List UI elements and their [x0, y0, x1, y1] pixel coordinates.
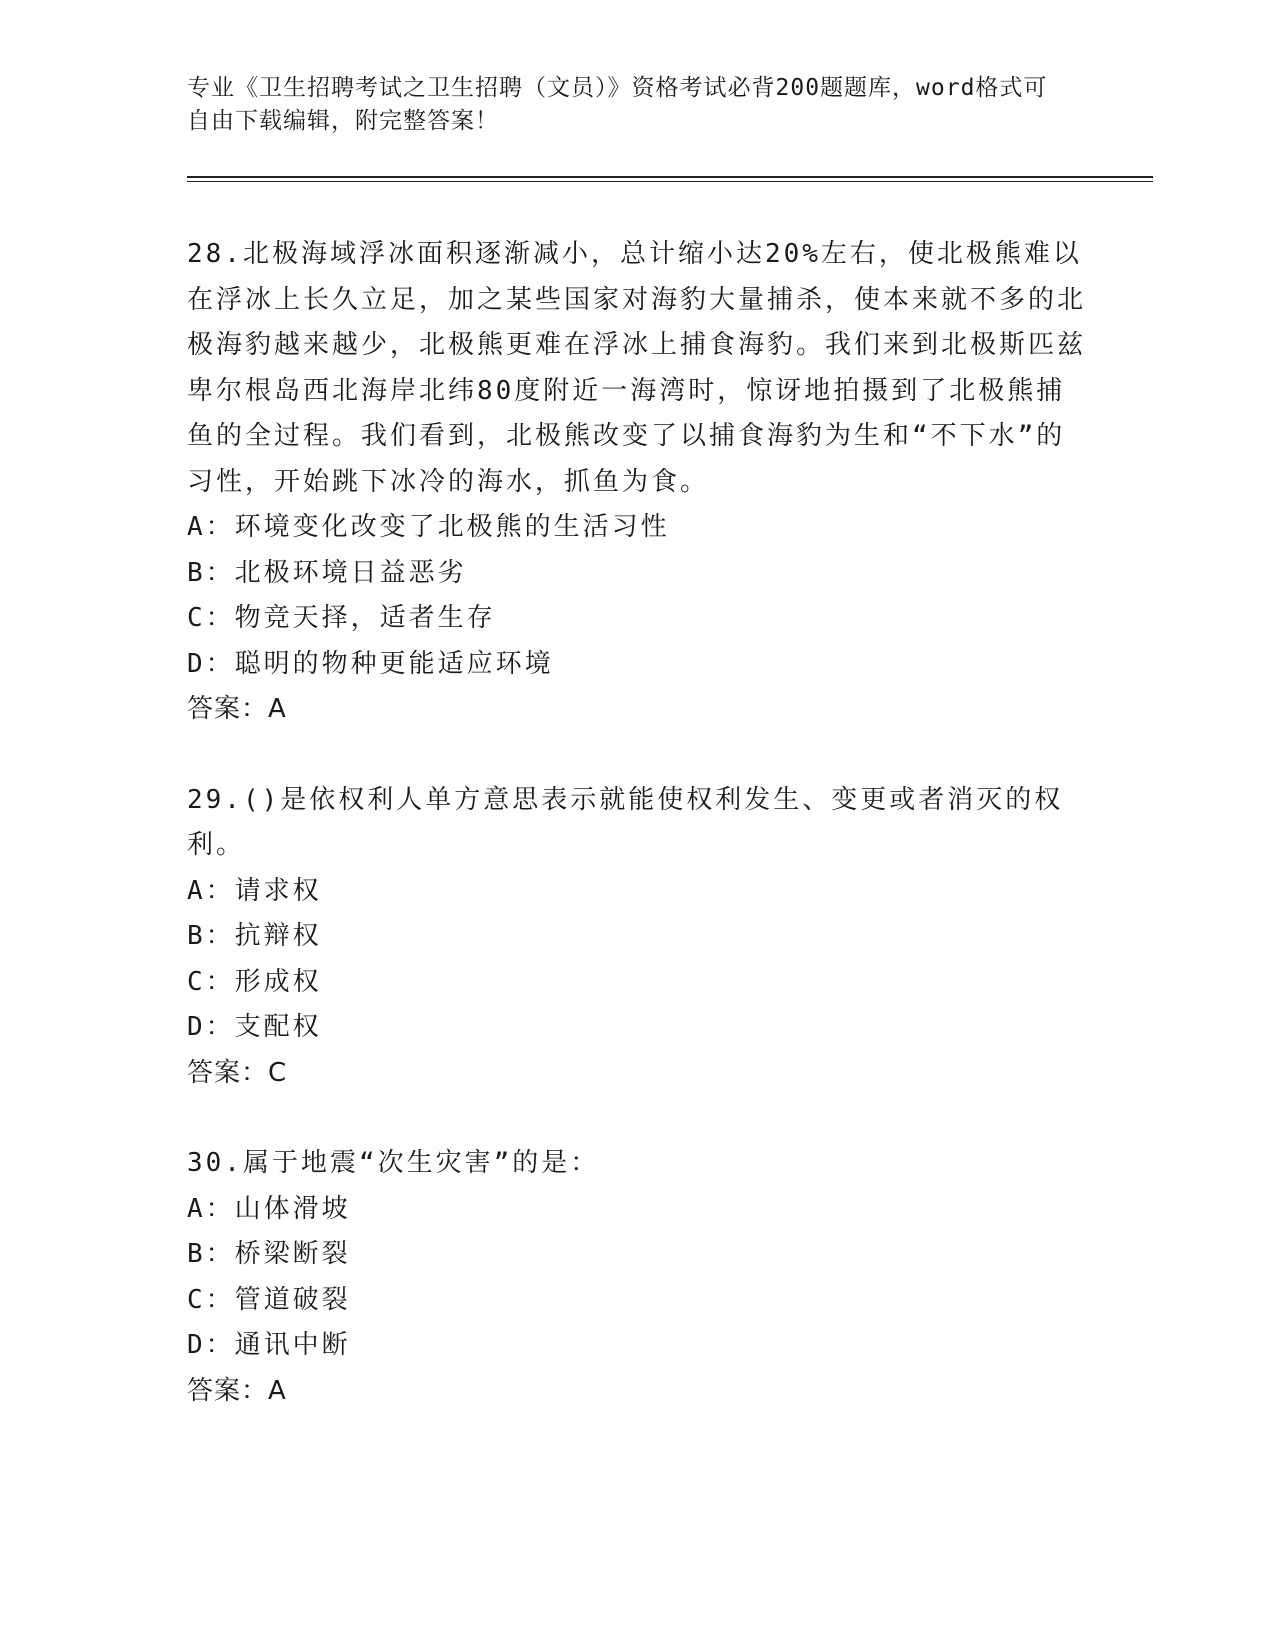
- option-b: B：抗辩权: [187, 921, 322, 951]
- option-b: B：北极环境日益恶劣: [187, 557, 467, 588]
- question-stem: 28.北极海域浮冰面积逐渐减小，总计缩小达20%左右，使北极熊难以在浮冰上长久立足，加之某些国家对海豹大量捕杀，使本来就不多的北极海豹越来越少，北极熊更难在浮冰上捕食海豹。我们来到北极斯匹兹卑尔根岛西北海岸北纬80度附近一海湾时，惊讶地拍摄到了北极熊捕鱼的全过程。我们看到，北极熊改变了以捕食海豹为生和“不下水”的习性，开始跳下冰冷的海水，抓鱼为食。: [187, 239, 1087, 497]
- answer: 答案：C: [187, 1057, 288, 1088]
- question-29: [187, 778, 1087, 1097]
- question-28: [187, 232, 1087, 733]
- question-spacer: [187, 733, 1087, 778]
- option-d: D：聪明的物种更能适应环境: [187, 648, 554, 679]
- option-c: C：形成权: [187, 966, 322, 997]
- question-stem: 30.属于地震“次生灾害”的是：: [187, 1148, 600, 1178]
- header-divider: [187, 176, 1153, 182]
- option-d: D：支配权: [187, 1012, 322, 1042]
- question-spacer: [187, 1096, 1087, 1141]
- option-a: A：环境变化改变了北极熊的生活习性: [187, 512, 670, 542]
- answer: 答案：A: [187, 694, 287, 724]
- option-c: C：管道破裂: [187, 1284, 351, 1315]
- option-b: B：桥梁断裂: [187, 1239, 351, 1269]
- option-a: A：山体滑坡: [187, 1193, 351, 1224]
- question-list: [187, 232, 1087, 1414]
- answer: 答案：A: [187, 1375, 287, 1406]
- option-c: C：物竞天择，适者生存: [187, 603, 496, 633]
- document-header: 专业《卫生招聘考试之卫生招聘（文员）》资格考试必背200题题库，word格式可自由下载编辑，附完整答案！: [187, 75, 1048, 134]
- option-d: D：通讯中断: [187, 1330, 351, 1360]
- option-a: A：请求权: [187, 875, 322, 906]
- question-stem: 29.()是依权利人单方意思表示就能使权利发生、变更或者消灭的权利。: [187, 784, 1064, 860]
- question-30: [187, 1141, 1087, 1414]
